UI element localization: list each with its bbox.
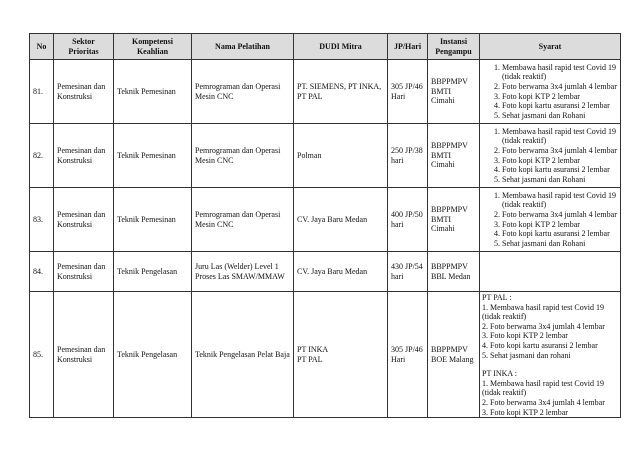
syarat-item: 4. Foto kopi kartu asuransi 2 lembar: [502, 229, 618, 239]
header-kompetensi: Kompetensi Keahlian: [114, 34, 192, 60]
syarat-item: 3. Foto kopi KTP 2 lembar: [502, 92, 618, 102]
cell-no: 85.: [30, 292, 54, 418]
syarat-item: 5. Sehat jasmani dan Rohani: [502, 111, 618, 121]
cell-sektor: Pemesinan dan Konstruksi: [54, 188, 114, 252]
cell-sektor: Pemesinan dan Konstruksi: [54, 124, 114, 188]
table-row: [30, 124, 621, 188]
syarat-list: [482, 63, 618, 121]
table-row: [30, 60, 621, 124]
syarat-line: 2. Foto berwarna 3x4 jumlah 4 lembar: [482, 321, 605, 331]
syarat-item: 1. Membawa hasil rapid test Covid 19 (tidak reaktif): [502, 191, 618, 210]
syarat-item: 4. Foto kopi kartu asuransi 2 lembar: [502, 101, 618, 111]
cell-jp-hari: 430 JP/54 hari: [388, 252, 428, 292]
header-nama-pelatihan: Nama Pelatihan: [192, 34, 294, 60]
cell-instansi: BBPPMPV BMTI Cimahi: [428, 188, 480, 252]
table-row: [30, 292, 621, 418]
syarat-group-title: PT PAL :: [482, 293, 512, 302]
cell-kompetensi: Teknik Pengelasan: [114, 292, 192, 418]
cell-no: 81.: [30, 60, 54, 124]
header-syarat: Syarat: [480, 34, 621, 60]
cell-jp-hari: 250 JP/38 hari: [388, 124, 428, 188]
syarat-group-title: PT INKA :: [482, 369, 517, 379]
syarat-line: 3. Foto kopi KTP 2 lembar: [482, 331, 568, 341]
cell-dudi-mitra: CV. Jaya Baru Medan: [294, 188, 388, 252]
table-row: [30, 252, 621, 292]
syarat-item: 2. Foto berwarna 3x4 jumlah 4 lembar: [502, 82, 618, 92]
syarat-line: 3. Foto kopi KTP 2 lembar: [482, 407, 568, 417]
header-row: [30, 34, 621, 60]
cell-kompetensi: Teknik Pemesinan: [114, 124, 192, 188]
cell-instansi: BBPPMPV BMTI Cimahi: [428, 60, 480, 124]
cell-jp-hari: 305 JP/46 Hari: [388, 292, 428, 418]
cell-nama-pelatihan: Pemrograman dan Operasi Mesin CNC: [192, 60, 294, 124]
syarat-line: 5. Sehat jasmani dan rohani: [482, 350, 571, 360]
cell-syarat: [480, 60, 621, 124]
cell-instansi: BBPPMPV BOE Malang: [428, 292, 480, 418]
syarat-item: 5. Sehat jasmani dan Rohani: [502, 175, 618, 185]
syarat-line: 1. Membawa hasil rapid test Covid 19 (tidak reaktif): [482, 302, 604, 322]
cell-syarat: [480, 188, 621, 252]
header-jp-hari: JP/Hari: [388, 34, 428, 60]
cell-no: 84.: [30, 252, 54, 292]
dudi-line: PT INKA: [297, 344, 329, 354]
cell-jp-hari: 400 JP/50 hari: [388, 188, 428, 252]
cell-sektor: Pemesinan dan Konstruksi: [54, 292, 114, 418]
header-instansi: Instansi Pengampu: [428, 34, 480, 60]
group-spacer: [482, 360, 618, 369]
header-dudi-mitra: DUDI Mitra: [294, 34, 388, 60]
syarat-item: 1. Membawa hasil rapid test Covid 19 (tidak reaktif): [502, 127, 618, 146]
cell-kompetensi: Teknik Pengelasan: [114, 252, 192, 292]
cell-jp-hari: 305 JP/46 Hari: [388, 60, 428, 124]
syarat-item: 1. Membawa hasil rapid test Covid 19 (tidak reaktif): [502, 63, 618, 82]
syarat-list: [482, 127, 618, 185]
cell-syarat: [480, 252, 621, 292]
table-row: [30, 188, 621, 252]
syarat-item: 5. Sehat jasmani dan Rohani: [502, 239, 618, 249]
header-no: No: [30, 34, 54, 60]
syarat-item: 2. Foto berwarna 3x4 jumlah 4 lembar: [502, 146, 618, 156]
cell-nama-pelatihan: Juru Las (Welder) Level 1 Proses Las SMAW/MMAW: [192, 252, 294, 292]
cell-dudi-mitra: PT. SIEMENS, PT INKA, PT PAL: [294, 60, 388, 124]
cell-dudi-mitra: CV. Jaya Baru Medan: [294, 252, 388, 292]
cell-nama-pelatihan: Pemrograman dan Operasi Mesin CNC: [192, 124, 294, 188]
cell-instansi: BBPPMPV BBL Medan: [428, 252, 480, 292]
cell-no: 83.: [30, 188, 54, 252]
cell-dudi-mitra: Polman: [294, 124, 388, 188]
cell-kompetensi: Teknik Pemesinan: [114, 188, 192, 252]
header-sektor: Sektor Prioritas: [54, 34, 114, 60]
syarat-item: 3. Foto kopi KTP 2 lembar: [502, 156, 618, 166]
syarat-group-inka: [482, 369, 618, 417]
dudi-line: PT PAL: [297, 354, 323, 364]
cell-nama-pelatihan: Pemrograman dan Operasi Mesin CNC: [192, 188, 294, 252]
syarat-item: 2. Foto berwarna 3x4 jumlah 4 lembar: [502, 210, 618, 220]
cell-kompetensi: Teknik Pemesinan: [114, 60, 192, 124]
syarat-list: [482, 191, 618, 249]
cell-no: 82.: [30, 124, 54, 188]
syarat-line: 1. Membawa hasil rapid test Covid 19 (tidak reaktif): [482, 378, 604, 398]
cell-sektor: Pemesinan dan Konstruksi: [54, 252, 114, 292]
syarat-item: 4. Foto kopi kartu asuransi 2 lembar: [502, 165, 618, 175]
cell-syarat: [480, 292, 621, 418]
training-table: [29, 33, 621, 418]
syarat-line: 4. Foto kopi kartu asuransi 2 lembar: [482, 340, 598, 350]
syarat-group-pal: [482, 293, 618, 360]
cell-nama-pelatihan: Teknik Pengelasan Pelat Baja: [192, 292, 294, 418]
cell-dudi-mitra: [294, 292, 388, 418]
cell-sektor: Pemesinan dan Konstruksi: [54, 60, 114, 124]
syarat-item: 3. Foto kopi KTP 2 lembar: [502, 220, 618, 230]
cell-syarat: [480, 124, 621, 188]
training-table-page: [29, 33, 620, 418]
syarat-line: 2. Foto berwarna 3x4 jumlah 4 lembar: [482, 397, 605, 407]
cell-instansi: BBPPMPV BMTI Cimahi: [428, 124, 480, 188]
